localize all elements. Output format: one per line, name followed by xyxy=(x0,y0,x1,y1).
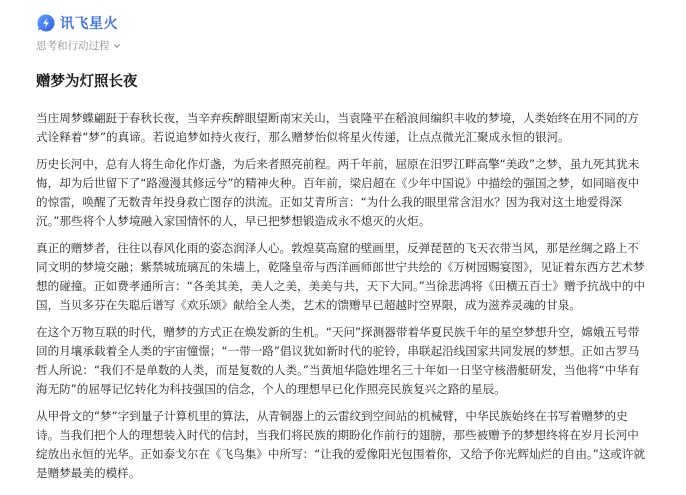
paragraph: 当庄周梦蝶翩跹于春秋长夜，当辛弃疾醉眼望断南宋关山，当袁隆平在稻浪间编织丰收的梦境，人类始终在用不同的方式诠释着“梦”的真谛。若说追梦如持火夜行，那么赠梦怡似将星火传递，让点点微光汇聚成永恒的银河。 xyxy=(36,111,639,144)
brand-name: 讯飞星火 xyxy=(60,16,118,32)
thinking-process-toggle[interactable] xyxy=(36,38,121,53)
brand-header xyxy=(36,12,118,34)
article-title: 赠梦为灯照长夜 xyxy=(36,74,138,90)
paragraph: 真正的赠梦者，往往以春风化雨的姿态润泽人心。敦煌莫高窟的壁画里，反弹琵琶的飞天衣带当风，那是丝绸之路上不同文明的梦境交融；紫禁城琉璃瓦的朱墙上，乾隆皇帝与西洋画师郎世宁共绘的《万树园赐宴图》，见证着东西方艺术梦想的碰撞。正如费孝通所言：“各美其美，美人之美，美美与共，天下大同。”当徐悲鸿将《田横五百士》赠予抗战中的中国，当贝多芬在失聪后谱写《欢乐颂》献给全人类，艺术的馈赠早已超越时空界限，成为滋养灵魂的甘泉。 xyxy=(36,241,646,312)
paragraph: 在这个万物互联的时代，赠梦的方式正在焕发新的生机。“天问”探测器带着华夏民族千年的星空梦想升空，嫦娥五号带回的月壤承载着全人类的宇宙憧憬；“一带一路”倡议犹如新时代的驼铃，串联起沿线国家共同发展的梦想。正如古罗马哲人所说：“我们不是单数的人类，而是复数的人类。”当黄旭华隐姓埋名三十年如一日坚守核潜艇研发，当他将“中华有海无防”的屈辱记忆转化为科技强国的信念，个人的理想早已化作照亮民族复兴之路的星辰。 xyxy=(36,325,640,396)
paragraph: 从甲骨文的“梦”字到量子计算机里的算法，从青铜器上的云雷纹到空间站的机械臂，中华民族始终在书写着赠梦的史诗。当我们把个人的理想装入时代的信封，当我们将民族的期盼化作前行的翅膀，那些被赠予的梦想终将在岁月长河中绽放出永恒的光华。正如泰戈尔在《飞鸟集》中所写：“让我的爱像阳光包围着你，又给予你光辉灿烂的自由。”这或许就是赠梦最美的模样。 xyxy=(36,409,646,480)
spark-logo-icon xyxy=(36,13,56,33)
thinking-process-label: 思考和行动过程 xyxy=(36,40,110,52)
paragraph: 历史长河中，总有人将生命化作灯盏，为后来者照亮前程。两千年前，屈原在汨罗江畔高擎“美政”之梦，虽九死其犹未悔，却为后世留下了“路漫漫其修远兮”的精神火种。百年前，梁启超在《少年中国说》中描绘的强国之梦，如同暗夜中的惊雷，唤醒了无数青年投身救亡图存的洪流。正如艾青所言：“为什么我的眼里常含泪水？因为我对这土地爱得深沉。”那些将个人梦境融入家国情怀的人，早已把梦想锻造成永不熄灭的火炬。 xyxy=(36,157,640,228)
answer-content xyxy=(36,60,650,491)
chevron-down-icon xyxy=(113,42,121,50)
